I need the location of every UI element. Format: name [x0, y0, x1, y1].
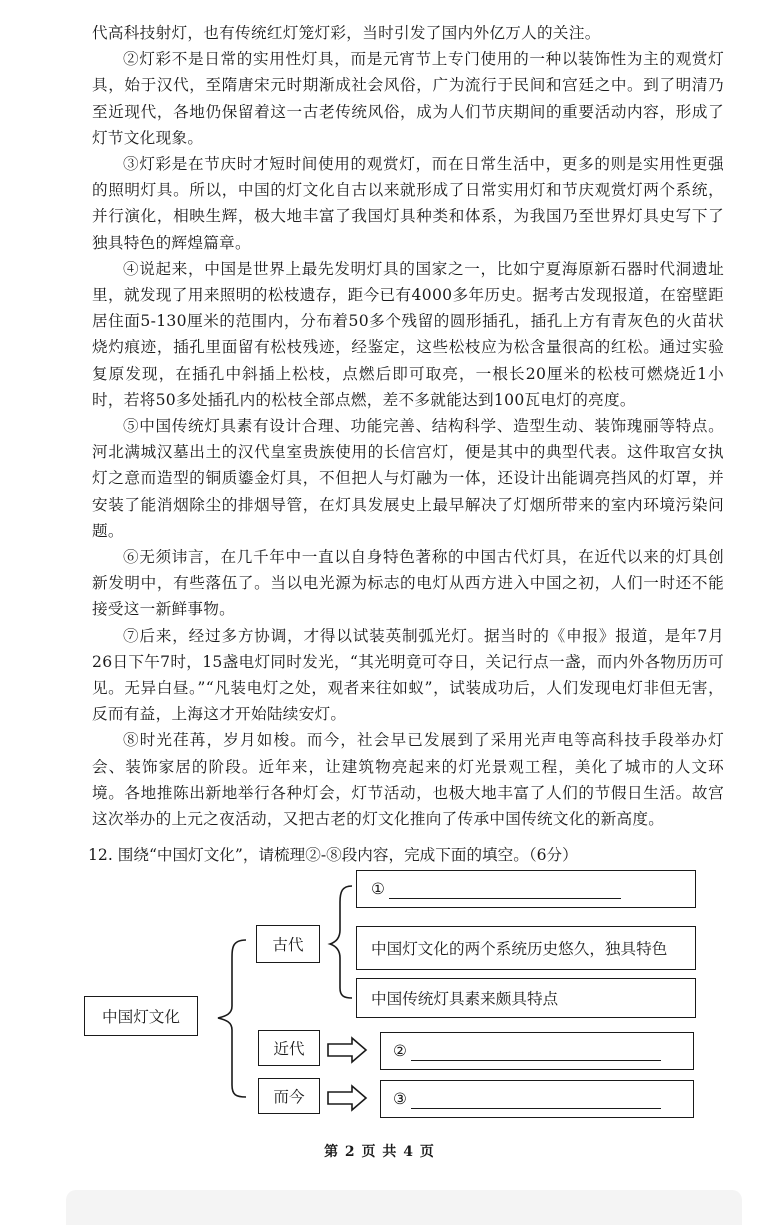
answer-blank-2[interactable]: [411, 1042, 661, 1061]
modern-item-number: ②: [393, 1042, 407, 1060]
paragraph-2: ②灯彩不是日常的实用性灯具，而是元宵节上专门使用的一种以装饰性为主的观赏灯具，始于汉代，至隋唐宋元时期渐成社会风俗，广为流行于民间和宫廷之中。到了明清乃至近现代，各地仍保留着这一古老传统风俗，成为人们节庆期间的重要活动内容，形成了灯节文化现象。: [92, 50, 724, 147]
answer-blank-1[interactable]: [389, 880, 621, 899]
branch-ancient-label: 古代: [272, 936, 304, 954]
paragraph-8: ⑧时光荏苒，岁月如梭。而今，社会早已发展到了采用光声电等高科技手段举办灯会、装饰家居的阶段。近年来，让建筑物亮起来的灯光景观工程，美化了城市的人文环境。各地推陈出新地举行各种灯会，灯节活动，也极大地丰富了人们的节假日生活。故宫这次举办的上元之夜活动，又把古老的灯文化推向了传承中国传统文化的新高度。: [92, 731, 724, 829]
paragraph-7: ⑦后来，经过多方协调，才得以试装英制弧光灯。据当时的《申报》报道，是年7月26日下午7时，15盏电灯同时发光，“其光明竟可夺日，关记行点一盏，而内外各物历历可见。无异白昼。”“凡装电灯之处，观者来往如蚁”，试装成功后，人们发现电灯非但无害，反而有益，上海这才开始陆续安灯。: [92, 626, 724, 724]
branch-ancient-box: [256, 925, 320, 963]
branch-now-label: 而今: [273, 1088, 305, 1106]
ancient-brace: [330, 886, 352, 998]
branch-modern-box: [258, 1030, 320, 1066]
arrow-icon-now: [328, 1086, 366, 1110]
paragraph-6: ⑥无须讳言，在几千年中一直以自身特色著称的中国古代灯具，在近代以来的灯具创新发明中，有些落伍了。当以电光源为标志的电灯从西方进入中国之初，人们一时还不能接受这一新鲜事物。: [92, 548, 724, 619]
paragraph-1: 代高科技射灯，也有传统红灯笼灯彩，当时引发了国内外亿万人的关注。: [92, 24, 601, 42]
now-item-number: ③: [393, 1090, 407, 1108]
paragraph-3: ③灯彩是在节庆时才短时间使用的观赏灯，而在日常生活中，更多的则是实用性更强的照明灯具。所以，中国的灯文化自古以来就形成了日常实用灯和节庆观赏灯两个系统，并行演化，相映生辉，极大地丰富了我国灯具种类和体系，为我国乃至世界灯具史写下了独具特色的辉煌篇章。: [92, 155, 724, 252]
root-box: [84, 996, 198, 1036]
root-label: 中国灯文化: [102, 1008, 180, 1026]
ancient-item-3-label: 中国传统灯具素来颇具特点: [371, 990, 559, 1008]
question-12: 12. 围绕“中国灯文化”，请梳理②-⑧段内容，完成下面的填空。（6分）: [88, 846, 578, 864]
paragraph-5: ⑤中国传统灯具素有设计合理、功能完善、结构科学、造型生动、装饰瑰丽等特点。河北满城汉墓出土的汉代皇室贵族使用的长信宫灯，便是其中的典型代表。这件取宫女执灯之意而造型的铜质鎏金灯具，不但把人与灯融为一体，还设计出能调亮挡风的灯罩，并安装了能消烟除尘的排烟导管，在灯具发展史上最早解决了灯烟所带来的室内环境污染问题。: [92, 417, 724, 540]
ancient-item-1-box: [356, 870, 696, 908]
modern-item-box: [380, 1032, 694, 1070]
branch-modern-label: 近代: [273, 1040, 305, 1058]
answer-blank-3[interactable]: [411, 1090, 661, 1109]
ancient-item-1-number: ①: [371, 880, 385, 898]
branch-now-box: [258, 1078, 320, 1114]
paragraph-4: ④说起来，中国是世界上最先发明灯具的国家之一，比如宁夏海原新石器时代洞遗址里，就发现了用来照明的松枝遗存，距今已有4000多年历史。据考古发现报道，在窑壁距居住面5-130厘米的范围内，分布着50多个残留的圆形插孔，插孔上方有青灰色的火苗状烧灼痕迹，插孔里面留有松枝残迹，经鉴定，这些松枝应为松含量很高的红松。通过实验复原发现，在插孔中斜插上松枝，点燃后即可取亮，一根长20厘米的松枝可燃烧近1小时，若将50多处插孔内的松枝全部点燃，差不多就能达到100瓦电灯的亮度。: [92, 259, 724, 409]
page-footer: 第 2 页 共 4 页: [324, 1144, 435, 1160]
arrow-icon-modern: [328, 1038, 366, 1062]
ancient-item-2-label: 中国灯文化的两个系统历史悠久，独具特色: [371, 940, 668, 958]
ancient-item-3-box: [356, 978, 696, 1018]
bottom-panel: [66, 1190, 742, 1225]
root-brace: [218, 940, 246, 1097]
now-item-box: [380, 1080, 694, 1118]
ancient-item-2-box: [356, 926, 696, 970]
